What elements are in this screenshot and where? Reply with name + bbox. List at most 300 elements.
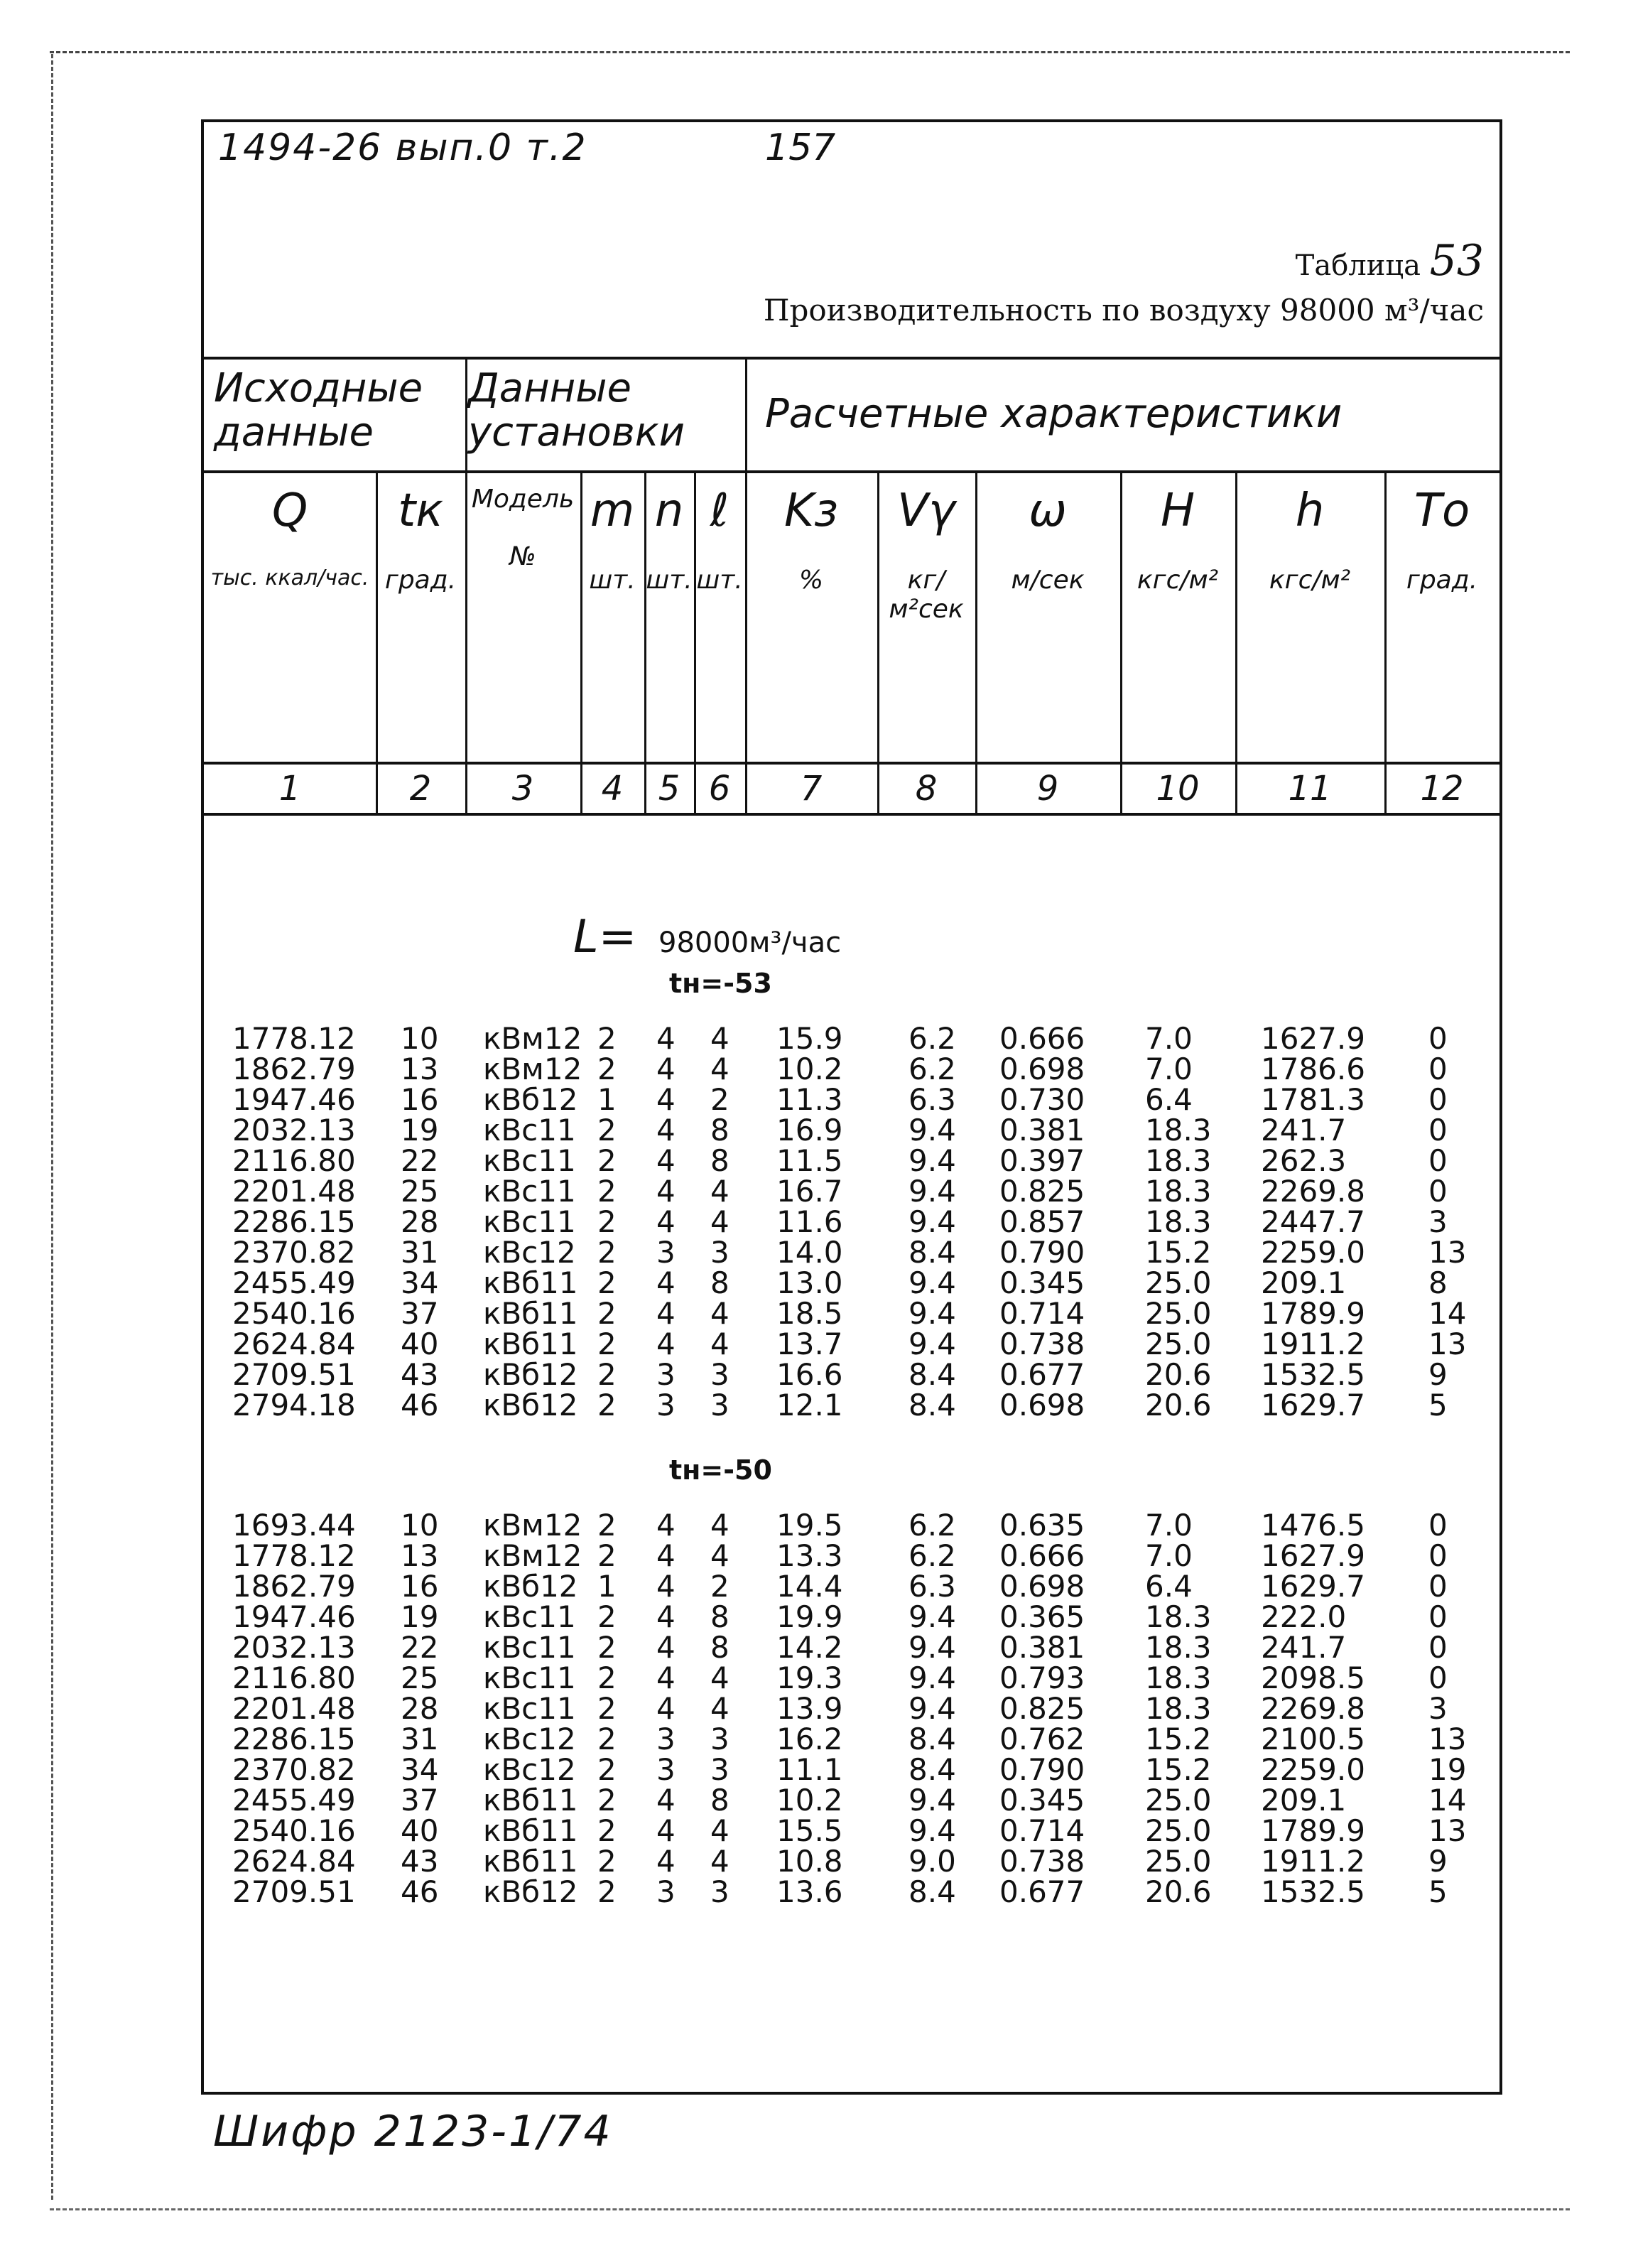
table-title: Производительность по воздуху 98000 м³/час [763, 293, 1484, 328]
table-cell: 0.677 [999, 1874, 1085, 1909]
table-cell: 18.3 [1145, 1630, 1212, 1665]
table-cell: 2116.80 [232, 1660, 356, 1695]
table-cell: 13.9 [776, 1691, 843, 1726]
table-cell: кВс11 [483, 1204, 576, 1239]
table-cell: 0 [1428, 1021, 1448, 1056]
group-source: Исходные данные [214, 365, 423, 455]
table-cell: 25.0 [1145, 1813, 1212, 1848]
table-cell: 9.4 [909, 1174, 956, 1209]
table-cell: 0.762 [999, 1722, 1085, 1756]
table-cell: 2 [597, 1783, 617, 1818]
table-cell: 0 [1428, 1508, 1448, 1543]
table-cell: 6.4 [1145, 1082, 1193, 1117]
table-cell: 2201.48 [232, 1174, 356, 1209]
table-cell: 0.793 [999, 1660, 1085, 1695]
table-cell: 20.6 [1145, 1388, 1212, 1422]
table-cell: 8.4 [909, 1388, 956, 1422]
table-cell: 11.6 [776, 1204, 843, 1239]
table-cell: 2259.0 [1261, 1752, 1365, 1787]
table-cell: 0.666 [999, 1538, 1085, 1573]
table-cell: 1629.7 [1261, 1388, 1365, 1422]
table-cell: 0.677 [999, 1357, 1085, 1392]
scan-edge-top [50, 51, 1570, 53]
table-cell: 13 [1428, 1327, 1467, 1361]
table-cell: кВс12 [483, 1722, 576, 1756]
table-cell: 2370.82 [232, 1235, 356, 1270]
column-unit: % [798, 566, 824, 595]
table-cell: 0.381 [999, 1630, 1085, 1665]
table-cell: 1 [597, 1082, 617, 1117]
table-cell: 25.0 [1145, 1327, 1212, 1361]
table-cell: 18.3 [1145, 1204, 1212, 1239]
table-cell: 0.825 [999, 1174, 1085, 1209]
table-cell: 22 [401, 1143, 439, 1178]
section-label: tн=-53 [669, 968, 772, 999]
column-symbol: m [590, 485, 635, 537]
rule [204, 762, 1499, 765]
table-cell: 4 [656, 1508, 676, 1543]
table-cell: 8 [710, 1265, 729, 1300]
table-cell: 2 [597, 1174, 617, 1209]
table-cell: 2 [597, 1813, 617, 1848]
column-number: 9 [1036, 769, 1059, 809]
table-cell: 19.5 [776, 1508, 843, 1543]
table-cell: 16.6 [776, 1357, 843, 1392]
table-cell: 3 [710, 1752, 729, 1787]
table-cell: 12.1 [776, 1388, 843, 1422]
table-cell: 37 [401, 1296, 439, 1331]
table-cell: 0.345 [999, 1783, 1085, 1818]
column-heading [1384, 477, 1499, 655]
column-heading [204, 477, 376, 655]
table-cell: 20.6 [1145, 1874, 1212, 1909]
table-cell: 4 [656, 1174, 676, 1209]
table-cell: 43 [401, 1844, 439, 1879]
rule [204, 813, 1499, 816]
table-cell: 13 [401, 1052, 439, 1086]
table-cell: 13 [1428, 1235, 1467, 1270]
table-cell: 4 [656, 1691, 676, 1726]
column-heading [644, 477, 694, 655]
table-cell: 7.0 [1145, 1021, 1193, 1056]
table-cell: 1629.7 [1261, 1569, 1365, 1604]
table-cell: 2 [597, 1021, 617, 1056]
table-cell: 4 [656, 1143, 676, 1178]
table-cell: 4 [656, 1021, 676, 1056]
table-cell: 40 [401, 1813, 439, 1848]
table-label-text: Таблица [1295, 249, 1421, 282]
table-cell: 40 [401, 1327, 439, 1361]
table-cell: 2370.82 [232, 1752, 356, 1787]
table-cell: кВб12 [483, 1388, 578, 1422]
table-cell: 241.7 [1261, 1113, 1347, 1148]
table-cell: 28 [401, 1691, 439, 1726]
table-cell: 3 [656, 1388, 676, 1422]
table-cell: 8.4 [909, 1722, 956, 1756]
table-cell: 0 [1428, 1569, 1448, 1604]
table-cell: 9.0 [909, 1844, 956, 1879]
table-cell: 3 [710, 1722, 729, 1756]
column-unit: кг/м²сек [889, 566, 964, 624]
scan-edge-bottom [50, 2208, 1570, 2210]
cipher: Шифр 2123-1/74 [213, 2107, 613, 2156]
table-cell: 1947.46 [232, 1599, 356, 1634]
column-heading [877, 477, 975, 655]
table-cell: 22 [401, 1630, 439, 1665]
table-cell: 2269.8 [1261, 1174, 1365, 1209]
column-unit: град. [1406, 566, 1478, 595]
table-cell: 19.3 [776, 1660, 843, 1695]
table-cell: 15.2 [1145, 1722, 1212, 1756]
table-cell: 4 [656, 1660, 676, 1695]
table-cell: 2 [597, 1296, 617, 1331]
table-cell: 9.4 [909, 1599, 956, 1634]
table-cell: 0.635 [999, 1508, 1085, 1543]
column-symbol: ω [1029, 485, 1067, 537]
column-heading [1120, 477, 1235, 655]
table-cell: 2 [597, 1143, 617, 1178]
table-cell: 2 [597, 1599, 617, 1634]
table-cell: 1532.5 [1261, 1874, 1365, 1909]
table-cell: кВс11 [483, 1599, 576, 1634]
table-cell: 2455.49 [232, 1783, 356, 1818]
table-cell: кВс11 [483, 1660, 576, 1695]
table-cell: 2 [597, 1722, 617, 1756]
table-cell: 25.0 [1145, 1265, 1212, 1300]
table-cell: 18.3 [1145, 1143, 1212, 1178]
column-symbol: ℓ [710, 485, 729, 537]
formula-value: 98000м³/час [658, 927, 842, 959]
table-cell: 7.0 [1145, 1052, 1193, 1086]
table-cell: 3 [656, 1752, 676, 1787]
column-number: 3 [511, 769, 534, 809]
table-cell: 14.0 [776, 1235, 843, 1270]
table-cell: 2 [597, 1660, 617, 1695]
table-cell: 14.4 [776, 1569, 843, 1604]
column-symbol: n [654, 485, 684, 537]
table-cell: 2455.49 [232, 1265, 356, 1300]
table-cell: 4 [656, 1052, 676, 1086]
table-cell: 2 [597, 1265, 617, 1300]
table-cell: 9.4 [909, 1204, 956, 1239]
table-cell: кВб11 [483, 1296, 578, 1331]
table-cell: 0.714 [999, 1296, 1085, 1331]
rule [204, 470, 1499, 473]
table-cell: 0.714 [999, 1813, 1085, 1848]
table-cell: 18.3 [1145, 1113, 1212, 1148]
table-cell: 0.738 [999, 1844, 1085, 1879]
table-cell: 25.0 [1145, 1844, 1212, 1879]
table-cell: 2 [597, 1538, 617, 1573]
table-cell: 4 [656, 1783, 676, 1818]
table-cell: 4 [710, 1508, 729, 1543]
table-cell: 8.4 [909, 1235, 956, 1270]
table-cell: 13 [1428, 1722, 1467, 1756]
table-cell: 4 [710, 1204, 729, 1239]
column-heading [745, 477, 877, 655]
table-cell: 4 [656, 1813, 676, 1848]
table-cell: 10 [401, 1021, 439, 1056]
table-cell: 6.2 [909, 1538, 956, 1573]
table-cell: 11.5 [776, 1143, 843, 1178]
table-cell: 3 [656, 1722, 676, 1756]
table-cell: 6.4 [1145, 1569, 1193, 1604]
table-cell: 1789.9 [1261, 1813, 1365, 1848]
table-cell: 2709.51 [232, 1874, 356, 1909]
table-cell: 3 [710, 1388, 729, 1422]
column-symbol: Kз [784, 485, 838, 537]
table-cell: 9.4 [909, 1296, 956, 1331]
table-cell: кВс11 [483, 1143, 576, 1178]
column-unit: № [509, 542, 536, 571]
table-cell: кВс11 [483, 1174, 576, 1209]
table-cell: 4 [710, 1174, 729, 1209]
table-cell: 19.9 [776, 1599, 843, 1634]
table-cell: 2 [597, 1691, 617, 1726]
table-cell: 16.9 [776, 1113, 843, 1148]
table-cell: 8.4 [909, 1752, 956, 1787]
scan-edge-left [51, 54, 53, 2200]
table-cell: 25.0 [1145, 1296, 1212, 1331]
table-cell: 8 [710, 1783, 729, 1818]
table-cell: 241.7 [1261, 1630, 1347, 1665]
table-cell: 4 [710, 1813, 729, 1848]
table-cell: 5 [1428, 1874, 1448, 1909]
table-cell: 9.4 [909, 1630, 956, 1665]
table-cell: 2286.15 [232, 1204, 356, 1239]
column-header [204, 357, 1499, 826]
table-cell: 9 [1428, 1844, 1448, 1879]
table-cell: 11.3 [776, 1082, 843, 1117]
table-cell: 2032.13 [232, 1630, 356, 1665]
table-cell: 2 [597, 1752, 617, 1787]
table-cell: 0 [1428, 1630, 1448, 1665]
table-cell: 46 [401, 1874, 439, 1909]
table-cell: кВс11 [483, 1630, 576, 1665]
table-cell: кВс11 [483, 1691, 576, 1726]
table-cell: 2100.5 [1261, 1722, 1365, 1756]
column-heading [465, 477, 580, 655]
table-cell: 11.1 [776, 1752, 843, 1787]
table-cell: 1786.6 [1261, 1052, 1365, 1086]
table-cell: 6.2 [909, 1021, 956, 1056]
table-cell: 2 [597, 1874, 617, 1909]
corner-number: 157 [765, 126, 836, 169]
table-cell: 9.4 [909, 1327, 956, 1361]
table-cell: 6.3 [909, 1082, 956, 1117]
table-cell: 4 [710, 1021, 729, 1056]
table-cell: 1789.9 [1261, 1296, 1365, 1331]
table-cell: 9.4 [909, 1265, 956, 1300]
table-cell: 2709.51 [232, 1357, 356, 1392]
table-cell: 0.738 [999, 1327, 1085, 1361]
table-cell: 4 [656, 1844, 676, 1879]
table-cell: 0 [1428, 1082, 1448, 1117]
table-cell: 13 [401, 1538, 439, 1573]
table-cell: 0.397 [999, 1143, 1085, 1178]
table-cell: 0.857 [999, 1204, 1085, 1239]
column-unit: кгс/м² [1269, 566, 1351, 595]
table-cell: 4 [656, 1082, 676, 1117]
table-cell: 2 [597, 1204, 617, 1239]
table-cell: 2 [597, 1357, 617, 1392]
column-number: 11 [1288, 769, 1332, 809]
table-cell: 2540.16 [232, 1813, 356, 1848]
table-cell: кВб12 [483, 1082, 578, 1117]
table-cell: 1862.79 [232, 1052, 356, 1086]
table-cell: 25 [401, 1174, 439, 1209]
table-cell: 3 [710, 1235, 729, 1270]
table-cell: 2 [597, 1508, 617, 1543]
table-cell: 4 [710, 1844, 729, 1879]
table-cell: 10.2 [776, 1052, 843, 1086]
column-number: 10 [1156, 769, 1200, 809]
table-cell: 0 [1428, 1052, 1448, 1086]
column-number: 8 [915, 769, 938, 809]
table-cell: 0.345 [999, 1265, 1085, 1300]
table-cell: кВм12 [483, 1508, 582, 1543]
table-cell: 5 [1428, 1388, 1448, 1422]
table-cell: 37 [401, 1783, 439, 1818]
table-cell: 10 [401, 1508, 439, 1543]
table-cell: кВб11 [483, 1265, 578, 1300]
table-cell: 2 [597, 1388, 617, 1422]
table-cell: 25.0 [1145, 1783, 1212, 1818]
table-cell: 0.666 [999, 1021, 1085, 1056]
table-cell: 0.790 [999, 1752, 1085, 1787]
table-cell: 0.790 [999, 1235, 1085, 1270]
table-cell: 8 [710, 1630, 729, 1665]
table-cell: 6.3 [909, 1569, 956, 1604]
table-cell: 1862.79 [232, 1569, 356, 1604]
table-cell: 2447.7 [1261, 1204, 1365, 1239]
table-cell: 19 [401, 1113, 439, 1148]
column-number: 12 [1420, 769, 1464, 809]
table-cell: кВм12 [483, 1052, 582, 1086]
table-cell: кВб11 [483, 1813, 578, 1848]
table-cell: 18.3 [1145, 1660, 1212, 1695]
table-cell: 2540.16 [232, 1296, 356, 1331]
column-heading [1235, 477, 1384, 655]
table-cell: 7.0 [1145, 1538, 1193, 1573]
table-cell: 14 [1428, 1296, 1467, 1331]
table-cell: 209.1 [1261, 1265, 1347, 1300]
table-cell: 4 [656, 1204, 676, 1239]
table-cell: 0.381 [999, 1113, 1085, 1148]
table-cell: 13 [1428, 1813, 1467, 1848]
column-symbol: h [1295, 485, 1325, 537]
table-cell: 18.3 [1145, 1691, 1212, 1726]
column-number: 1 [278, 769, 301, 809]
table-cell: 1911.2 [1261, 1844, 1365, 1879]
table-cell: 1781.3 [1261, 1082, 1365, 1117]
column-number: 6 [708, 769, 731, 809]
table-cell: 262.3 [1261, 1143, 1347, 1178]
table-cell: 0 [1428, 1660, 1448, 1695]
table-cell: 4 [710, 1660, 729, 1695]
table-cell: 13.6 [776, 1874, 843, 1909]
table-cell: 8 [710, 1143, 729, 1178]
table-cell: 3 [1428, 1691, 1448, 1726]
rule [204, 357, 1499, 360]
column-heading [975, 477, 1120, 655]
table-cell: 2032.13 [232, 1113, 356, 1148]
column-symbol: Tо [1414, 485, 1470, 537]
table-cell: 34 [401, 1265, 439, 1300]
table-cell: 34 [401, 1752, 439, 1787]
table-cell: 20.6 [1145, 1357, 1212, 1392]
table-cell: 0.365 [999, 1599, 1085, 1634]
column-number: 7 [800, 769, 823, 809]
table-cell: 4 [710, 1052, 729, 1086]
table-cell: 16.7 [776, 1174, 843, 1209]
formula-symbol: L= [573, 911, 637, 963]
table-cell: 2 [597, 1235, 617, 1270]
table-cell: 0.698 [999, 1569, 1085, 1604]
table-cell: 18.5 [776, 1296, 843, 1331]
group-calc: Расчетные характеристики [765, 391, 1343, 437]
table-cell: 3 [710, 1357, 729, 1392]
table-cell: 3 [656, 1357, 676, 1392]
table-cell: 1627.9 [1261, 1021, 1365, 1056]
table-cell: 9 [1428, 1357, 1448, 1392]
table-cell: 4 [656, 1630, 676, 1665]
table-cell: 18.3 [1145, 1599, 1212, 1634]
table-cell: 2201.48 [232, 1691, 356, 1726]
table-cell: 1693.44 [232, 1508, 356, 1543]
table-frame [201, 119, 1502, 2095]
table-cell: 2269.8 [1261, 1691, 1365, 1726]
table-cell: 31 [401, 1722, 439, 1756]
table-cell: 10.2 [776, 1783, 843, 1818]
table-cell: кВб11 [483, 1327, 578, 1361]
table-cell: 9.4 [909, 1143, 956, 1178]
table-cell: 1476.5 [1261, 1508, 1365, 1543]
table-cell: 4 [656, 1327, 676, 1361]
table-cell: 14.2 [776, 1630, 843, 1665]
table-cell: 16.2 [776, 1722, 843, 1756]
table-cell: 1947.46 [232, 1082, 356, 1117]
column-symbol: Модель [471, 485, 575, 514]
table-cell: 9.4 [909, 1783, 956, 1818]
table-cell: 4 [710, 1538, 729, 1573]
table-cell: 4 [710, 1327, 729, 1361]
table-cell: кВб12 [483, 1874, 578, 1909]
column-number: 2 [409, 769, 432, 809]
table-cell: 2 [597, 1113, 617, 1148]
table-cell: 2 [710, 1082, 729, 1117]
table-cell: 25 [401, 1660, 439, 1695]
table-cell: 1627.9 [1261, 1538, 1365, 1573]
corner-note: 1494-26 вып.0 т.2 [218, 126, 587, 169]
table-cell: кВб11 [483, 1783, 578, 1818]
table-cell: 1778.12 [232, 1538, 356, 1573]
table-cell: кВс12 [483, 1235, 576, 1270]
table-cell: кВм12 [483, 1538, 582, 1573]
table-cell: 8.4 [909, 1357, 956, 1392]
table-cell: 10.8 [776, 1844, 843, 1879]
table-cell: 2 [710, 1569, 729, 1604]
table-cell: 4 [656, 1296, 676, 1331]
table-cell: 2 [597, 1844, 617, 1879]
section-label: tн=-50 [669, 1454, 772, 1486]
table-cell: 9.4 [909, 1691, 956, 1726]
table-cell: 46 [401, 1388, 439, 1422]
table-cell: 0.698 [999, 1388, 1085, 1422]
table-cell: 4 [710, 1296, 729, 1331]
table-cell: 2624.84 [232, 1844, 356, 1879]
column-unit: град. [384, 566, 457, 595]
